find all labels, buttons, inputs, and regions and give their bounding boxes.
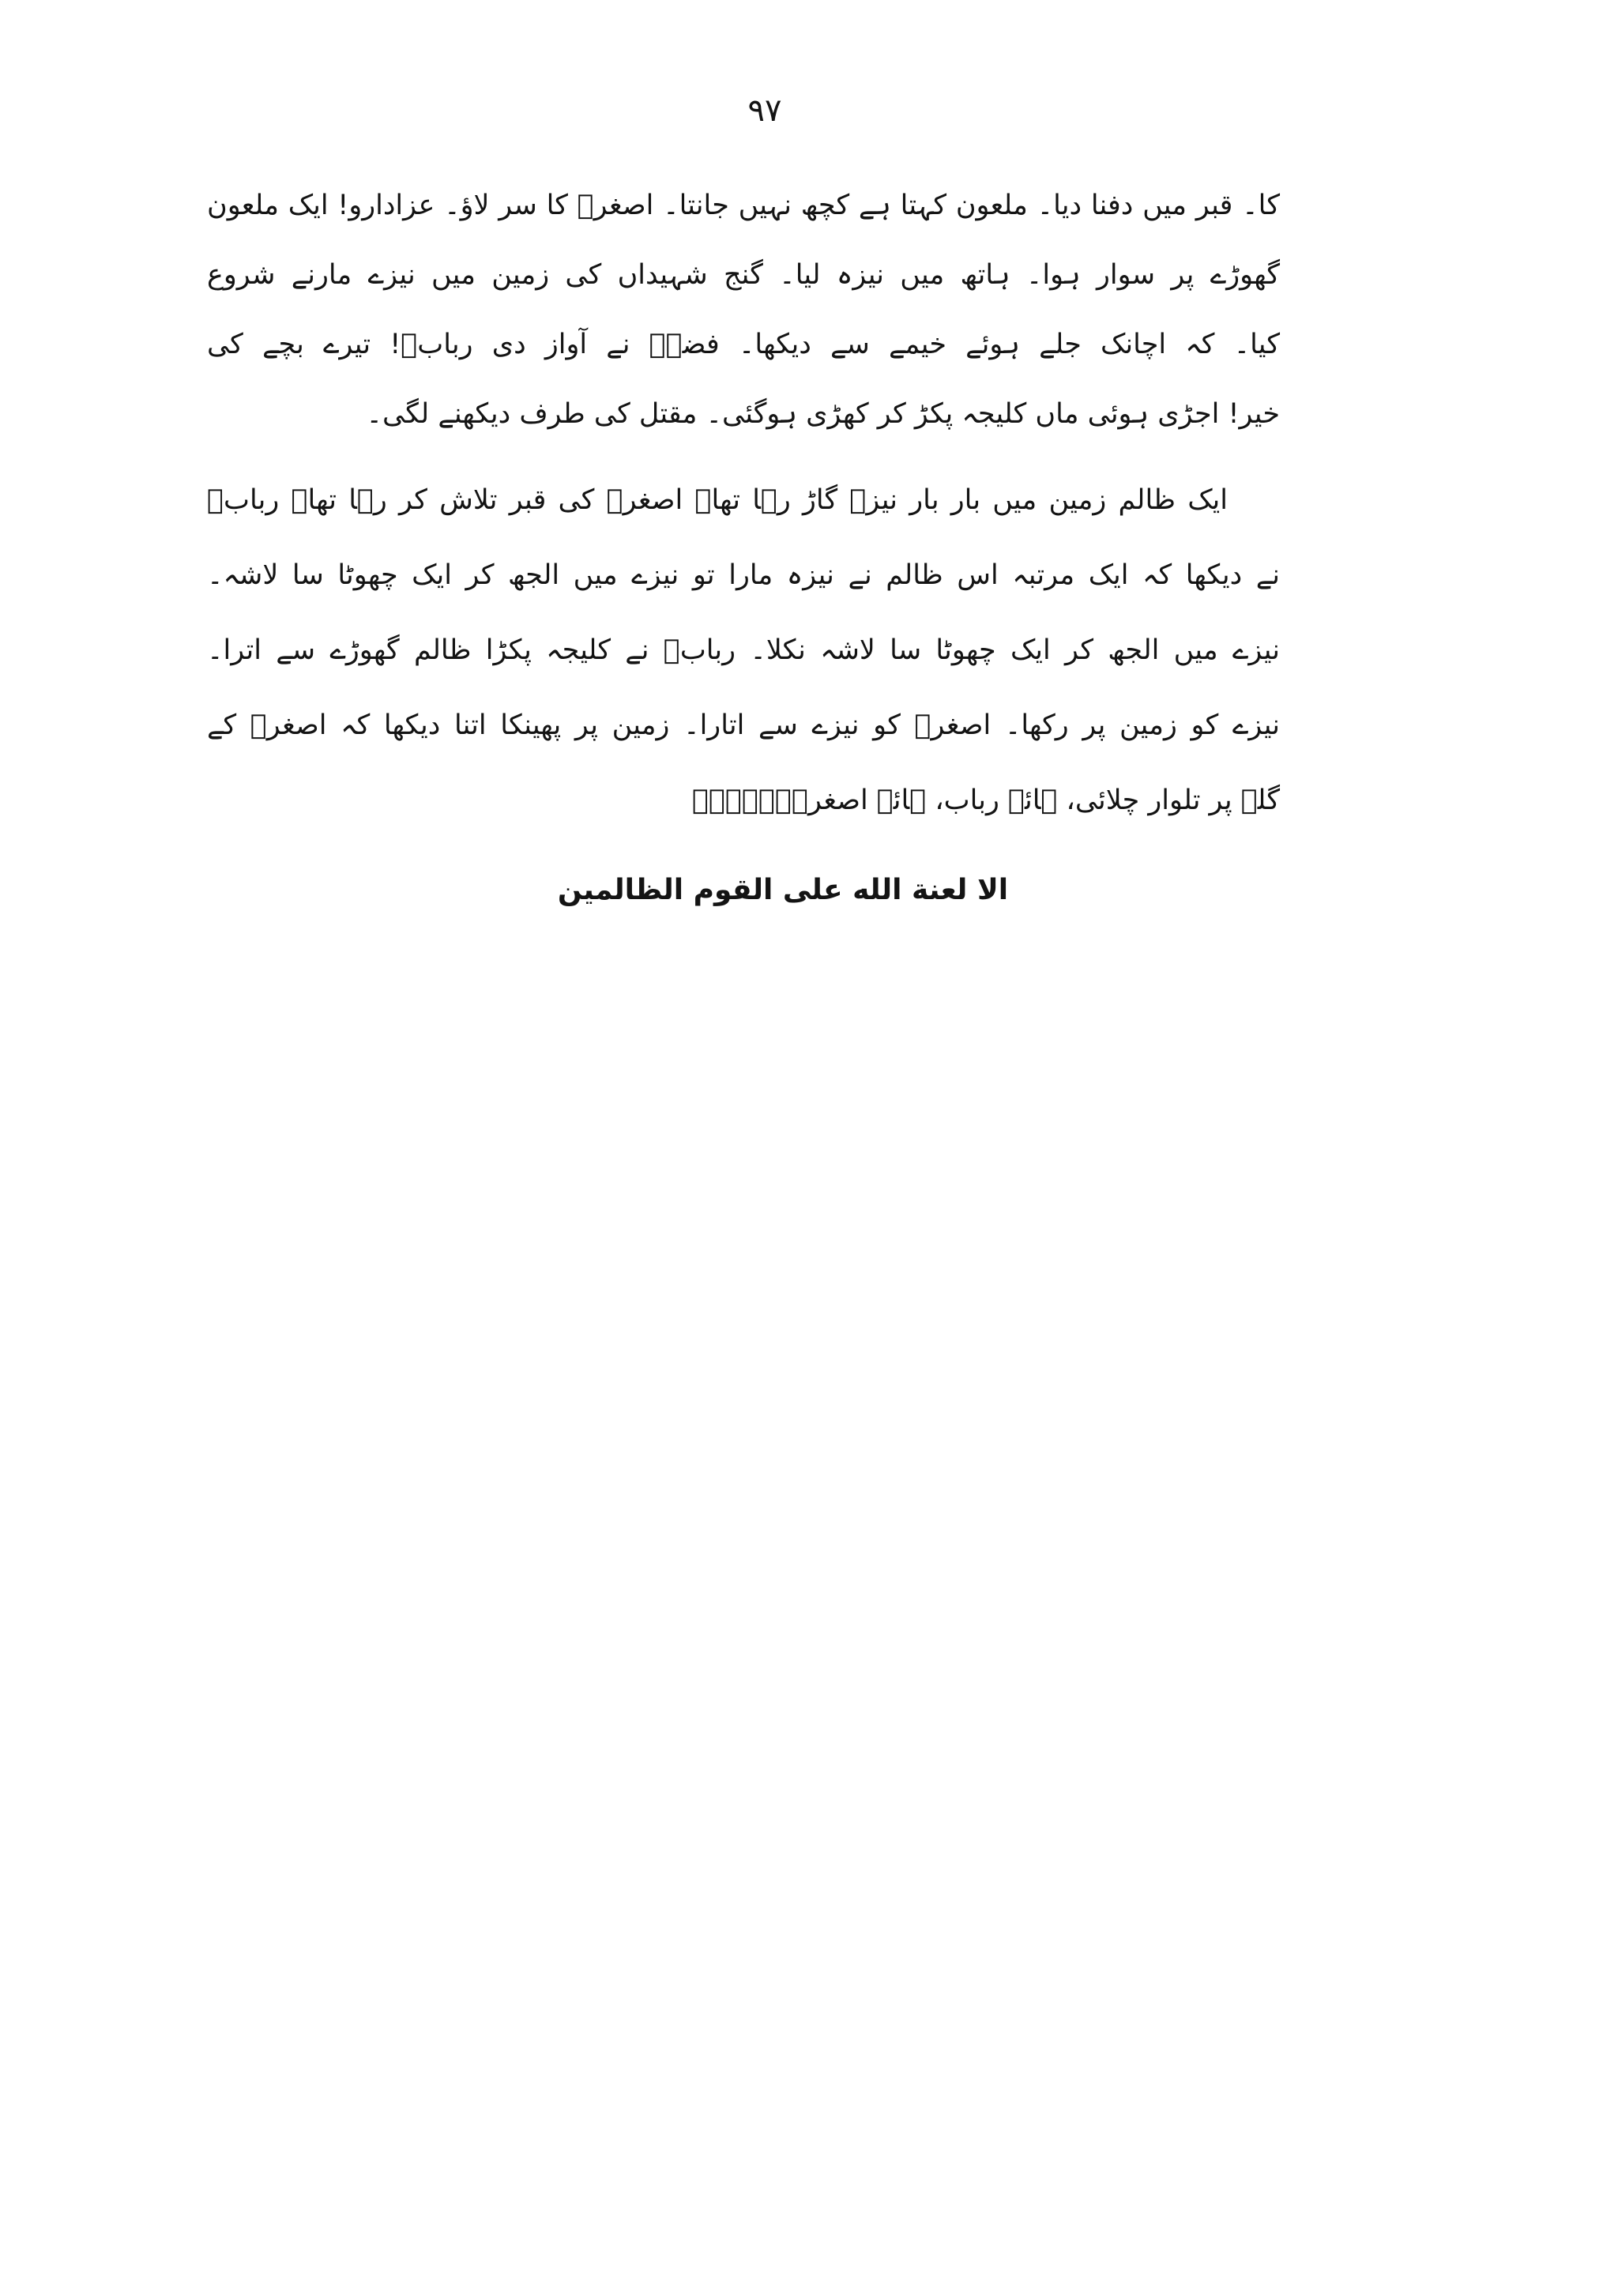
- text-line: کا۔ قبر میں دفنا دیا۔ ملعون کہتا ہے کچھ نہیں جانتا۔ اصغرؑ کا سر لاؤ۔ عزادارو! ایک ملعون: [207, 190, 1280, 221]
- paragraph: [207, 171, 1280, 449]
- text-line: نیزے کو زمین پر رکھا۔ اصغرؑ کو نیزے سے اتارا۔ زمین پر پھینکا اتنا دیکھا کہ اصغرؑ کے: [207, 710, 1280, 741]
- text-line: نے دیکھا کہ ایک مرتبہ اس ظالم نے نیزہ مارا تو نیزے میں الجھ کر ایک چھوٹا سا لاشہ۔: [207, 559, 1280, 591]
- text-line: خیر! اجڑی ہوئی ماں کلیجہ پکڑ کر کھڑی ہوگئی۔ مقتل کی طرف دیکھنے لگی۔: [366, 398, 1280, 430]
- text-line: ایک ظالم زمین میں بار بار نیزہ گاڑ رہا تھا۔ اصغرؑ کی قبر تلاش کر رہا تھا۔ ربابؑ: [207, 484, 1228, 516]
- text-line: نیزے میں الجھ کر ایک چھوٹا سا لاشہ نکلا۔ ربابؑ نے کلیجہ پکڑا ظالم گھوڑے سے اترا۔: [207, 634, 1280, 666]
- page-number: ۹۷: [747, 92, 782, 129]
- paragraph: [207, 463, 1280, 838]
- text-line: کیا۔ کہ اچانک جلے ہوئے خیمے سے دیکھا۔ فضہؓ نے آواز دی ربابؑ! تیرے بچے کی: [207, 329, 1280, 360]
- text-line: گھوڑے پر سوار ہوا۔ ہاتھ میں نیزہ لیا۔ گنج شہیداں کی زمین میں نیزے مارنے شروع: [207, 259, 1280, 291]
- text-line: گلے پر تلوار چلائی، ہائے رباب، ہائے اصغرؑ۔۔۔۔۔۔: [692, 785, 1280, 816]
- closing-invocation: الا لعنة الله على القوم الظالمين: [557, 874, 1009, 906]
